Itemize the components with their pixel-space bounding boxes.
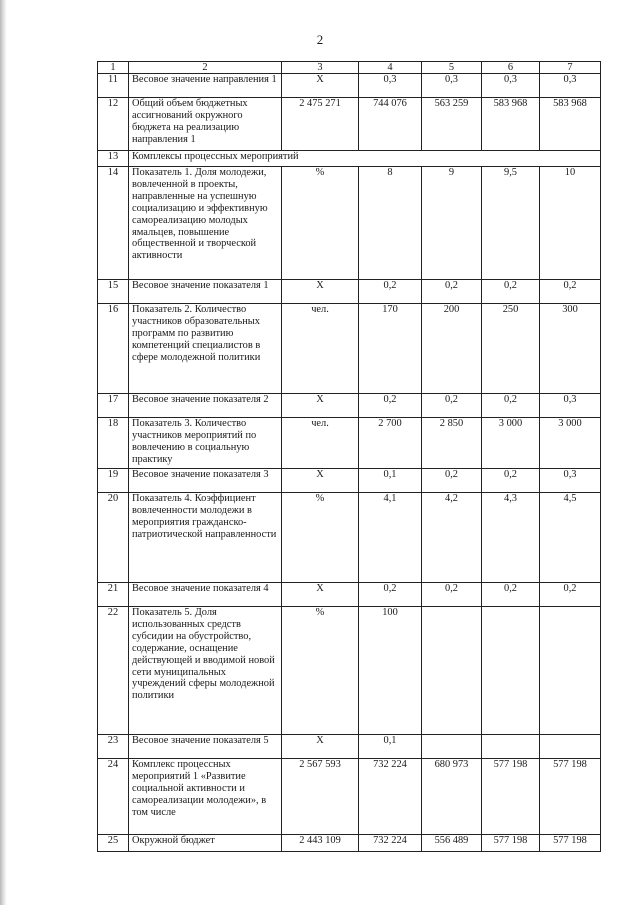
- table-row: [98, 167, 601, 280]
- section-title-cell: Комплексы процессных мероприятий: [129, 151, 601, 167]
- value-cell-col6: 583 968: [482, 98, 540, 151]
- value-cell-col4: 100: [359, 607, 422, 735]
- value-cell-col5: 4,2: [422, 493, 482, 583]
- header-cell-7: 7: [540, 62, 601, 74]
- unit-or-total-cell: %: [282, 607, 359, 735]
- indicator-name-cell: Весовое значение показателя 4: [129, 583, 282, 607]
- unit-or-total-cell: %: [282, 493, 359, 583]
- value-cell-col4: 170: [359, 304, 422, 394]
- indicator-name-cell: Весовое значение направления 1: [129, 74, 282, 98]
- value-cell-col7: 577 198: [540, 759, 601, 835]
- value-cell-col6: 0,2: [482, 469, 540, 493]
- unit-or-total-cell: 2 567 593: [282, 759, 359, 835]
- value-cell-col6: 0,3: [482, 74, 540, 98]
- table-row: [98, 151, 601, 167]
- table-row: [98, 418, 601, 469]
- value-cell-col5: 680 973: [422, 759, 482, 835]
- row-number-cell: 22: [98, 607, 129, 735]
- value-cell-col5: 0,3: [422, 74, 482, 98]
- indicator-name-cell: Комплекс процессных мероприятий 1 «Развитие социальной активности и самореализации молодежи», в том числе: [129, 759, 282, 835]
- unit-or-total-cell: 2 443 109: [282, 835, 359, 852]
- row-number-cell: 19: [98, 469, 129, 493]
- value-cell-col4: 732 224: [359, 759, 422, 835]
- value-cell-col7: 0,3: [540, 74, 601, 98]
- value-cell-col6: 0,2: [482, 583, 540, 607]
- value-cell-col4: 0,2: [359, 280, 422, 304]
- table-row: [98, 607, 601, 735]
- indicator-table: [97, 61, 601, 852]
- value-cell-col6: [482, 735, 540, 759]
- row-number-cell: 23: [98, 735, 129, 759]
- unit-or-total-cell: X: [282, 280, 359, 304]
- row-number-cell: 17: [98, 394, 129, 418]
- value-cell-col4: 0,3: [359, 74, 422, 98]
- indicator-name-cell: Весовое значение показателя 2: [129, 394, 282, 418]
- table-row: [98, 394, 601, 418]
- row-number-cell: 15: [98, 280, 129, 304]
- value-cell-col7: 3 000: [540, 418, 601, 469]
- indicator-name-cell: Весовое значение показателя 5: [129, 735, 282, 759]
- indicator-name-cell: Показатель 3. Количество участников мероприятий по вовлечению в социальную практику: [129, 418, 282, 469]
- header-cell-3: 3: [282, 62, 359, 74]
- value-cell-col5: 2 850: [422, 418, 482, 469]
- indicator-name-cell: Окружной бюджет: [129, 835, 282, 852]
- value-cell-col7: 10: [540, 167, 601, 280]
- unit-or-total-cell: 2 475 271: [282, 98, 359, 151]
- value-cell-col5: [422, 607, 482, 735]
- unit-or-total-cell: X: [282, 583, 359, 607]
- value-cell-col6: 0,2: [482, 280, 540, 304]
- value-cell-col4: 0,1: [359, 735, 422, 759]
- indicator-name-cell: Общий объем бюджетных ассигнований окружного бюджета на реализацию направления 1: [129, 98, 282, 151]
- row-number-cell: 25: [98, 835, 129, 852]
- unit-or-total-cell: X: [282, 74, 359, 98]
- indicator-name-cell: Показатель 5. Доля использованных средств субсидии на обустройство, содержание, оснащение действующей и вводимой новой сети муниципальных учреждений сферы молодежной политики: [129, 607, 282, 735]
- scan-edge-shadow: [0, 0, 7, 905]
- value-cell-col7: [540, 735, 601, 759]
- value-cell-col5: 0,2: [422, 280, 482, 304]
- table-row: [98, 759, 601, 835]
- value-cell-col6: 577 198: [482, 759, 540, 835]
- unit-or-total-cell: чел.: [282, 304, 359, 394]
- value-cell-col6: 3 000: [482, 418, 540, 469]
- table-row: [98, 74, 601, 98]
- table-row: [98, 583, 601, 607]
- indicator-name-cell: Показатель 4. Коэффициент вовлеченности молодежи в мероприятия гражданско-патриотической направленности: [129, 493, 282, 583]
- value-cell-col4: 744 076: [359, 98, 422, 151]
- table-row: [98, 469, 601, 493]
- value-cell-col4: 8: [359, 167, 422, 280]
- table-row: [98, 98, 601, 151]
- value-cell-col7: 583 968: [540, 98, 601, 151]
- value-cell-col4: 4,1: [359, 493, 422, 583]
- indicator-name-cell: Весовое значение показателя 1: [129, 280, 282, 304]
- row-number-cell: 24: [98, 759, 129, 835]
- header-cell-4: 4: [359, 62, 422, 74]
- value-cell-col7: 0,2: [540, 280, 601, 304]
- table-row: [98, 835, 601, 852]
- value-cell-col7: 0,3: [540, 394, 601, 418]
- unit-or-total-cell: %: [282, 167, 359, 280]
- value-cell-col6: 0,2: [482, 394, 540, 418]
- indicator-name-cell: Весовое значение показателя 3: [129, 469, 282, 493]
- table-row: [98, 280, 601, 304]
- value-cell-col6: [482, 607, 540, 735]
- unit-or-total-cell: чел.: [282, 418, 359, 469]
- value-cell-col6: 250: [482, 304, 540, 394]
- header-cell-6: 6: [482, 62, 540, 74]
- value-cell-col4: 0,2: [359, 583, 422, 607]
- unit-or-total-cell: X: [282, 469, 359, 493]
- value-cell-col5: 0,2: [422, 583, 482, 607]
- header-row: [98, 62, 601, 74]
- row-number-cell: 14: [98, 167, 129, 280]
- header-cell-5: 5: [422, 62, 482, 74]
- value-cell-col7: [540, 607, 601, 735]
- header-cell-2: 2: [129, 62, 282, 74]
- indicator-name-cell: Показатель 2. Количество участников образовательных программ по развитию компетенций специалистов в сфере молодежной политики: [129, 304, 282, 394]
- header-cell-1: 1: [98, 62, 129, 74]
- row-number-cell: 20: [98, 493, 129, 583]
- value-cell-col7: 300: [540, 304, 601, 394]
- value-cell-col7: 0,3: [540, 469, 601, 493]
- value-cell-col6: 4,3: [482, 493, 540, 583]
- value-cell-col5: 9: [422, 167, 482, 280]
- value-cell-col6: 9,5: [482, 167, 540, 280]
- unit-or-total-cell: X: [282, 394, 359, 418]
- row-number-cell: 13: [98, 151, 129, 167]
- unit-or-total-cell: X: [282, 735, 359, 759]
- indicator-name-cell: Показатель 1. Доля молодежи, вовлеченной в проекты, направленные на успешную социализацию и эффективную самореализацию молодых ямальцев, повышение общественной и творческой активности: [129, 167, 282, 280]
- row-number-cell: 16: [98, 304, 129, 394]
- page-number: 2: [316, 32, 324, 47]
- value-cell-col4: 0,1: [359, 469, 422, 493]
- value-cell-col4: 2 700: [359, 418, 422, 469]
- row-number-cell: 18: [98, 418, 129, 469]
- value-cell-col4: 0,2: [359, 394, 422, 418]
- row-number-cell: 12: [98, 98, 129, 151]
- table-row: [98, 735, 601, 759]
- value-cell-col7: 0,2: [540, 583, 601, 607]
- value-cell-col5: 0,2: [422, 394, 482, 418]
- value-cell-col4: 732 224: [359, 835, 422, 852]
- value-cell-col5: 563 259: [422, 98, 482, 151]
- value-cell-col7: 577 198: [540, 835, 601, 852]
- table-row: [98, 493, 601, 583]
- value-cell-col5: 0,2: [422, 469, 482, 493]
- value-cell-col7: 4,5: [540, 493, 601, 583]
- value-cell-col6: 577 198: [482, 835, 540, 852]
- row-number-cell: 21: [98, 583, 129, 607]
- value-cell-col5: [422, 735, 482, 759]
- value-cell-col5: 200: [422, 304, 482, 394]
- row-number-cell: 11: [98, 74, 129, 98]
- value-cell-col5: 556 489: [422, 835, 482, 852]
- table-row: [98, 304, 601, 394]
